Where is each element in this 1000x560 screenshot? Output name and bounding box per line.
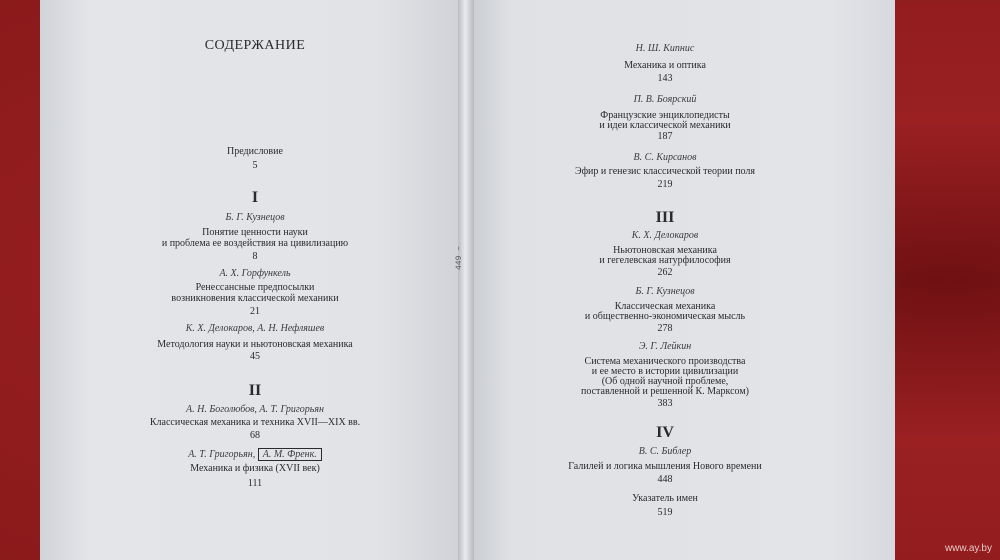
toc-author-pair [50, 449, 460, 460]
toc-title-line: Эфир и генезис классической теории поля [574, 166, 756, 177]
toc-title-line: Классическая механика и техника XVII—XIX вв. [149, 417, 361, 428]
toc-author: К. Х. Делокаров, А. Н. Нефляшев [185, 323, 325, 334]
spine-mark: 449 – [455, 245, 464, 270]
toc-title-line: Галилей и логика мышления Нового времени [568, 461, 762, 472]
book-gutter [458, 0, 474, 560]
page-title: СОДЕРЖАНИЕ [204, 38, 306, 53]
toc-title-line: Ренессансные предпосылки [195, 282, 315, 293]
watermark: www.ay.by [944, 543, 992, 554]
toc-author: Б. Г. Кузнецов [225, 212, 285, 223]
toc-title-line: Ньютоновская механика [613, 245, 717, 256]
preface-title: Предисловие [227, 146, 283, 157]
toc-title-line: и идеи классической механики [599, 120, 731, 131]
toc-title-line: возникновения классической механики [171, 293, 339, 304]
toc-author: А. Х. Горфункель [219, 268, 291, 279]
toc-page-number: 383 [657, 398, 673, 409]
toc-title-line: Механика и физика (XVII век) [190, 463, 320, 474]
toc-page-number: 262 [657, 267, 673, 278]
toc-title-line: (Об одной научной проблеме, [601, 376, 729, 387]
section-numeral-4: IV [656, 424, 674, 441]
toc-author: Н. Ш. Кипнис [635, 43, 695, 54]
toc-author: В. С. Библер [638, 446, 692, 457]
preface-page: 5 [252, 160, 258, 171]
toc-title-line: Методология науки и ньютоновская механика [157, 339, 353, 350]
toc-author: А. Т. Григорьян, [188, 449, 256, 460]
toc-author: К. Х. Делокаров [631, 230, 699, 241]
toc-title-line: Французские энциклопедисты [600, 110, 730, 121]
toc-author: Б. Г. Кузнецов [635, 286, 695, 297]
section-numeral-2: II [248, 382, 262, 399]
toc-page-number: 448 [657, 474, 673, 485]
toc-page-number: 219 [657, 179, 673, 190]
toc-title-line: поставленной и решенной К. Марксом) [580, 386, 750, 397]
section-numeral-3: III [655, 209, 675, 226]
toc-page-number: 68 [250, 430, 260, 441]
toc-page-number: 21 [250, 306, 260, 317]
toc-page-number: 8 [252, 251, 258, 262]
toc-author-boxed: А. М. Френк. [258, 448, 322, 461]
section-numeral-1: I [251, 189, 259, 206]
toc-title-line: и проблема ее воздействия на цивилизацию [161, 238, 349, 249]
index-page: 519 [657, 507, 673, 518]
toc-author: А. Н. Боголюбов, А. Т. Григорьян [186, 404, 324, 415]
toc-title-line: Понятие ценности науки [202, 227, 308, 238]
toc-page-number: 278 [657, 323, 673, 334]
toc-page-number: 111 [247, 478, 263, 489]
toc-title-line: и общественно-экономическая мысль [584, 311, 746, 322]
left-page [40, 0, 462, 560]
toc-title-line: и гегелевская натурфилософия [599, 255, 731, 266]
index-title: Указатель имен [632, 493, 698, 504]
toc-author: В. С. Кирсанов [633, 152, 697, 163]
toc-title-line: Система механического производства [584, 356, 746, 367]
toc-author: П. В. Боярский [633, 94, 697, 105]
toc-title-line: Механика и оптика [624, 60, 706, 71]
toc-page-number: 45 [250, 351, 260, 362]
toc-page-number: 187 [657, 131, 673, 142]
toc-page-number: 143 [657, 73, 673, 84]
toc-title-line: и ее место в истории цивилизации [591, 366, 739, 377]
toc-title-line: Классическая механика [614, 301, 716, 312]
toc-author: Э. Г. Лейкин [638, 341, 692, 352]
